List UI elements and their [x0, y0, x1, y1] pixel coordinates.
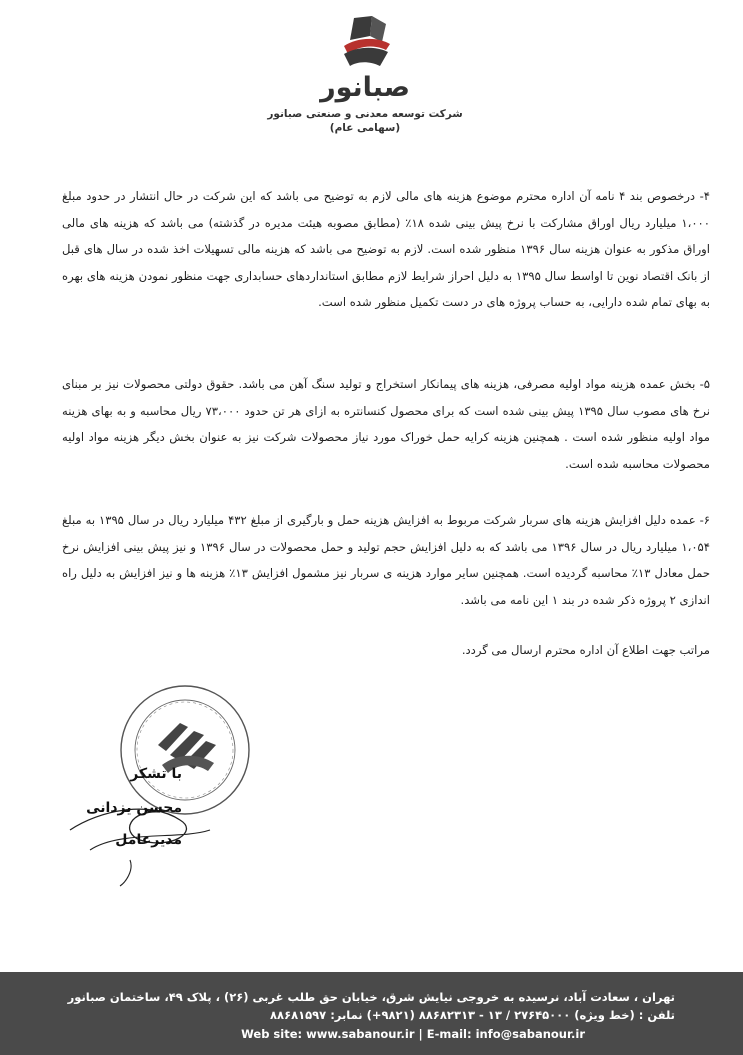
signature-thanks: با تشکر: [130, 766, 182, 782]
paragraph-4-text: ۴- درخصوص بند ۴ نامه آن اداره محترم موضوع هزینه های مالی لازم به توضیح می باشد که این شرکت در حال انتشار در حدود مبلغ ۱،۰۰۰ میلیارد ریال اوراق مشارکت با نرخ پیش بینی شده ۱۸٪ (مطابق مصوبه هیئت مدیره در گذشته) می باشد که هزینه های مالی اوراق مذکور به عنوان هزینه سال ۱۳۹۶ منظور شده است. لازم به توضیح می باشد که هزینه مالی تسهیلات اخذ شده در سال های قبل از بانک اقتصاد نوین تا اواسط سال ۱۳۹۵ به دلیل احراز شرایط لازم مطابق استانداردهای حسابداری جهت منظور نمودن هزینه های بهره به بهای تمام شده دارایی، به حساب پروژه های در دست تکمیل منظور شده است.: [62, 189, 710, 310]
paragraph-6: [62, 507, 710, 613]
signatory-name: محسن یزدانی: [86, 800, 182, 816]
signature-block: [86, 760, 206, 880]
paragraph-6-text: ۶- عمده دلیل افزایش هزینه های سربار شرکت مربوط به افزایش هزینه حمل و بارگیری از مبلغ ۴۳۲ میلیارد ریال در سال ۱۳۹۵ به مبلغ ۱،۰۵۴ میلیارد ریال در سال ۱۳۹۶ می باشد که به دلیل افزایش حجم تولید و حمل محصولات در سال ۱۳۹۶ و نیز پیش بینی افزایش نرخ حمل معادل ۱۳٪ محاسبه گردیده است. همچنین سایر موارد هزینه ی سربار نیز مشمول افزایش ۱۳٪ هزینه ها و نیز افزایش به دلیل راه اندازی ۲ پروژه ذکر شده در بند ۱ این نامه می باشد.: [62, 513, 711, 607]
footer-address: تهران ، سعادت آباد، نرسیده به خروجی نیایش شرق، خیابان حق طلب غربی (۲۶) ، پلاک ۴۹، ساختمان صبانور: [67, 990, 675, 1004]
paragraph-5-text: ۵- بخش عمده هزینه مواد اولیه مصرفی، هزینه های پیمانکار استخراج و تولید سنگ آهن می باشد. حقوق دولتی محصولات نیز بر مبنای نرخ های مصوب سال ۱۳۹۵ پیش بینی شده است که برای محصول کنسانتره به ازای هر تن حدود ۷۳،۰۰۰ ریال محاسبه و به بهای هزینه مواد اولیه منظور شده است . همچنین هزینه کرایه حمل خوراک مورد نیاز محصولات شرکت نیز به عنوان بخش دیگر هزینه مواد اولیه محصولات محاسبه شده است.: [62, 377, 710, 471]
company-type: (سهامی عام): [329, 122, 401, 134]
brand-name: صبانور: [320, 72, 410, 103]
sabanour-logo-icon: [336, 14, 396, 72]
paragraph-4: [62, 183, 710, 316]
closing-line: [62, 637, 710, 664]
closing-text: مراتب جهت اطلاع آن اداره محترم ارسال می گردد.: [461, 643, 710, 657]
paragraph-5: [62, 371, 710, 477]
company-name: شرکت توسعه معدنی و صنعتی صبانور: [267, 108, 463, 120]
footer-phones: تلفن : (خط ویژه) ۲۷۶۴۵۰۰۰ / ۱۳ - ۸۸۶۸۲۳۱۳ (۹۸۲۱+) نمابر: ۸۸۶۸۱۵۹۷: [270, 1008, 675, 1022]
signatory-title: مدیرعامل: [115, 832, 182, 848]
footer-web-email: Web site: www.sabanour.ir | E-mail: info@sabanour.ir: [241, 1027, 585, 1041]
footer: [0, 972, 743, 1055]
